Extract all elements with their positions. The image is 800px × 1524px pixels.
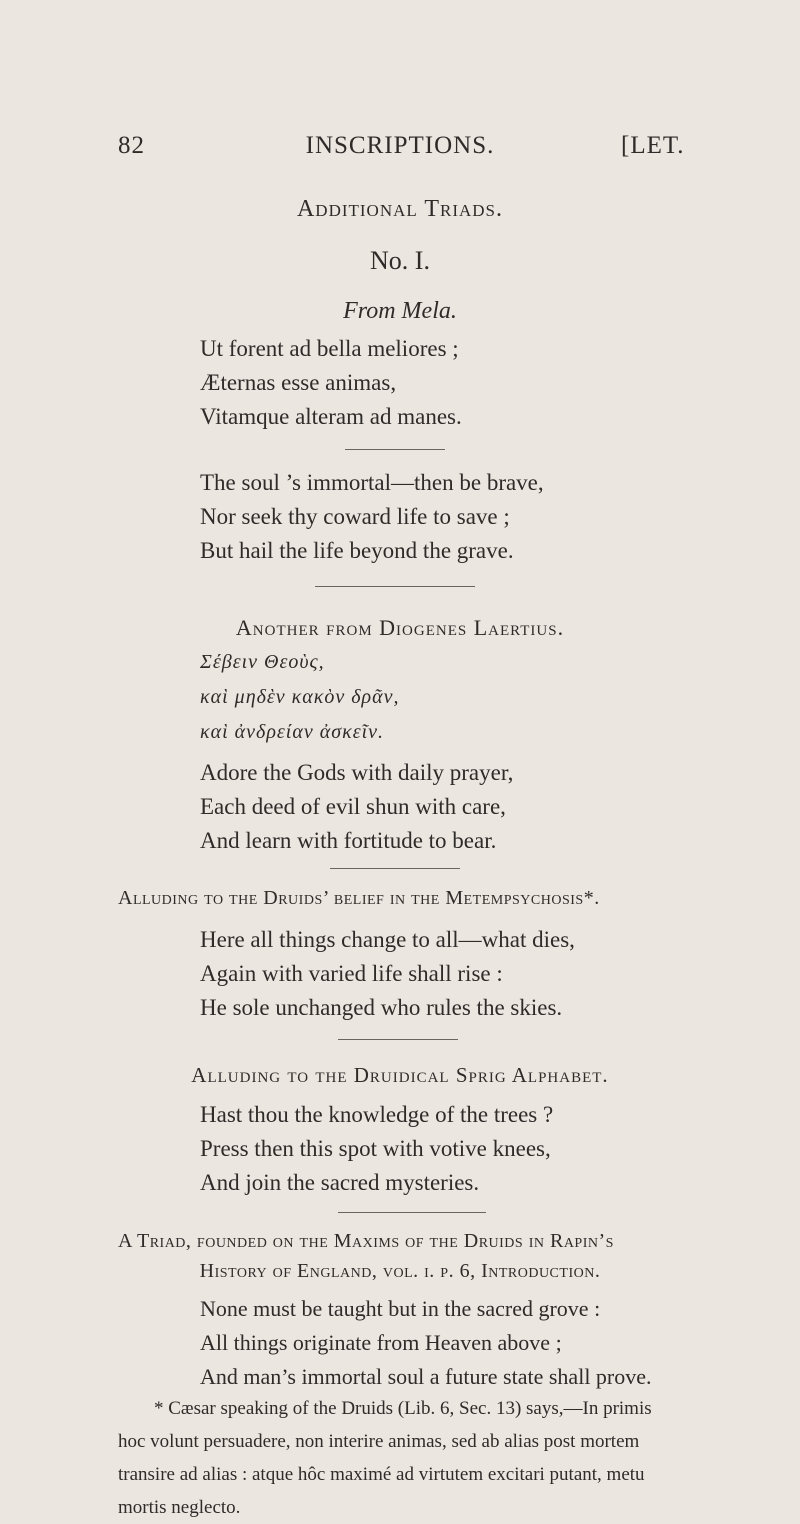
verse-line: Vitamque alteram ad manes. — [200, 404, 462, 429]
divider — [338, 1212, 486, 1213]
english-verse-5 — [200, 1296, 652, 1398]
verse-line: He sole unchanged who rules the skies. — [200, 995, 563, 1020]
divider — [315, 586, 475, 587]
triads-heading: Additional Triads. — [296, 196, 504, 222]
verse-line: And join the sacred mysteries. — [200, 1170, 480, 1195]
footnote-line: transire ad alias : atque hôc maximé ad virtutem excitari putant, metu — [118, 1464, 645, 1485]
source-attribution: From Mela. — [343, 298, 457, 324]
greek-line: καὶ ἀνδρείαν ἀσκεῖν. — [200, 721, 385, 743]
greek-verse — [200, 651, 400, 756]
footnote-line: mortis neglecto. — [118, 1497, 241, 1518]
diogenes-heading: Another from Diogenes Laertius. — [235, 615, 565, 640]
verse-line: Ut forent ad bella meliores ; — [200, 336, 459, 361]
running-title: INSCRIPTIONS. — [305, 132, 495, 159]
verse-line: All things originate from Heaven above ; — [200, 1330, 562, 1355]
triad-heading-line-1: A Triad, founded on the Maxims of the Druids in Rapin’s — [118, 1230, 614, 1252]
footnote-line: hoc volunt persuadere, non interire animas, sed ab alias post mortem — [118, 1431, 640, 1452]
english-verse-2 — [200, 760, 513, 862]
verse-line: But hail the life beyond the grave. — [200, 538, 514, 563]
metempsychosis-heading: Alluding to the Druids’ belief in the Metempsychosis*. — [118, 887, 600, 909]
english-verse-4 — [200, 1102, 553, 1204]
alphabet-heading: Alluding to the Druidical Sprig Alphabet. — [191, 1063, 609, 1087]
verse-line: Hast thou the knowledge of the trees ? — [200, 1102, 554, 1127]
triad-heading-line-2: History of England, vol. i. p. 6, Introduction. — [199, 1260, 601, 1282]
divider — [330, 868, 460, 869]
greek-line: καὶ μηδὲν κακὸν δρᾶν, — [200, 686, 400, 708]
verse-line: The soul ’s immortal—then be brave, — [200, 470, 544, 495]
footnote — [118, 1392, 718, 1518]
verse-line: None must be taught but in the sacred grove : — [200, 1296, 601, 1321]
divider — [338, 1039, 458, 1040]
english-verse-1 — [200, 470, 544, 572]
verse-line: Æternas esse animas, — [200, 370, 397, 395]
footnote-line: * Cæsar speaking of the Druids (Lib. 6, Sec. 13) says,—In primis — [154, 1398, 652, 1419]
verse-line: Adore the Gods with daily prayer, — [200, 760, 514, 785]
page-number: 82 — [118, 132, 145, 159]
verse-line: Nor seek thy coward life to save ; — [200, 504, 510, 529]
verse-line: Each deed of evil shun with care, — [200, 794, 506, 819]
divider — [345, 449, 445, 450]
verse-line: Again with varied life shall rise : — [200, 961, 503, 986]
verse-line: Here all things change to all—what dies, — [200, 927, 575, 952]
section-number: No. I. — [370, 246, 430, 275]
greek-line: Σέβειν Θεοὺς, — [200, 651, 325, 673]
verse-line: Press then this spot with votive knees, — [200, 1136, 551, 1161]
running-right-label: [LET. — [621, 132, 685, 159]
running-header — [0, 132, 800, 162]
latin-verse — [200, 336, 462, 438]
english-verse-3 — [200, 927, 575, 1029]
verse-line: And man’s immortal soul a future state shall prove. — [200, 1364, 652, 1389]
verse-line: And learn with fortitude to bear. — [200, 828, 497, 853]
